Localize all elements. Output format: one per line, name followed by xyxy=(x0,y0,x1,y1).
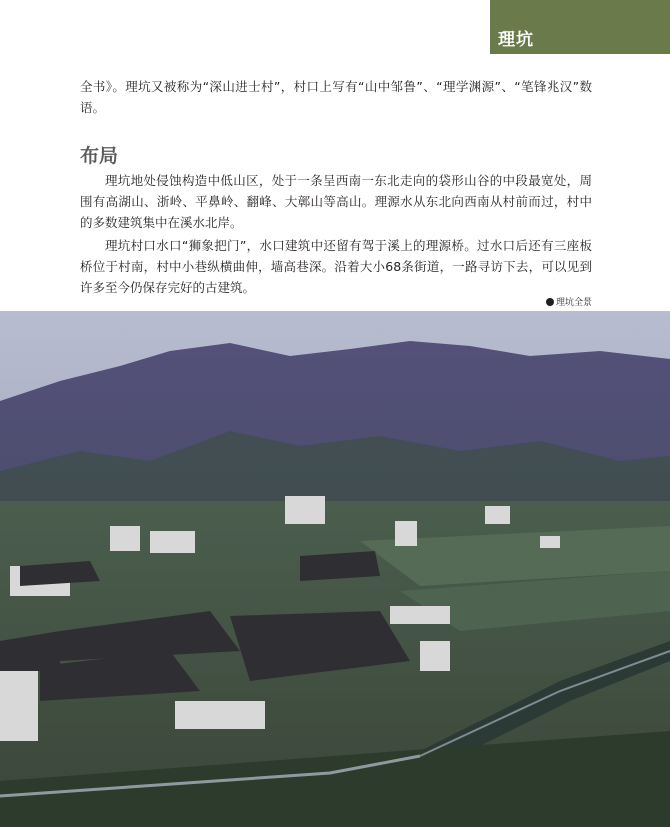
section-heading-layout: 布局 xyxy=(80,145,119,167)
camera-icon xyxy=(546,298,554,306)
photo-caption-text: 理坑全景 xyxy=(555,298,592,308)
photo-caption xyxy=(546,295,592,308)
chapter-header-tab xyxy=(490,0,670,54)
paragraph-terrain: 理坑地处侵蚀构造中低山区，处于一条呈西南一东北走向的袋形山谷的中段最宽处，周围有高湖山、浙岭、平鼻岭、翻峰、大鄣山等高山。理源水从东北向西南从村前而过，村中的多数建筑集中在溪水北岸。 xyxy=(80,173,592,230)
paragraph-village-entrance: 理坑村口水口“狮象把门”，水口建筑中还留有驾于溪上的理源桥。过水口后还有三座板桥位于村南，村中小巷纵横曲伸，墙高巷深。沿着大小68条街道，一路寻访下去，可以见到许多至今仍保存完好的古建筑。 xyxy=(80,238,592,295)
paragraph-intro: 全书》。理坑又被称为“深山进士村”，村口上写有“山中邹鲁”、“理学渊源”、“笔锋兆汉”数语。 xyxy=(80,79,592,115)
village-panorama-photo xyxy=(0,311,670,827)
village-panorama-illustration xyxy=(0,311,670,827)
chapter-title: 理坑 xyxy=(498,30,534,50)
